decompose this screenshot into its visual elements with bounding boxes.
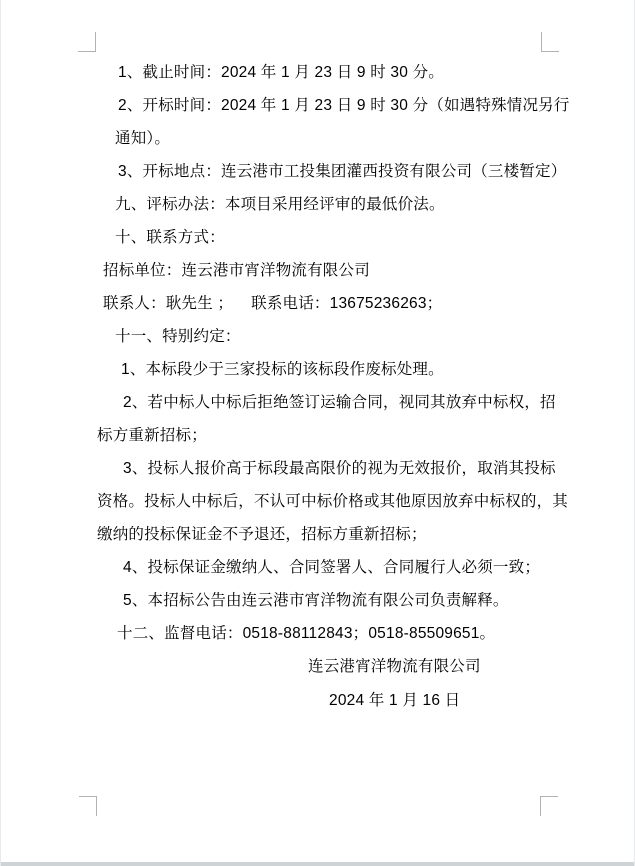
text-line: 5、本招标公告由连云港市宵洋物流有限公司负责解释。 (123, 592, 509, 609)
text-line: 1、截止时间：2024 年 1 月 23 日 9 时 30 分。 (118, 64, 444, 81)
text-line: 2、开标时间：2024 年 1 月 23 日 9 时 30 分（如遇特殊情况另行 (118, 97, 570, 114)
text-line: 招标单位：连云港市宵洋物流有限公司 (103, 262, 370, 279)
text-line: 十二、监督电话：0518-88112843；0518-85509651。 (117, 625, 496, 642)
text-line: 标方重新招标； (97, 427, 207, 444)
text-line: 十、联系方式： (115, 229, 225, 246)
margin-crop-mark-top-right-icon (541, 32, 559, 52)
text-line: 通知）。 (115, 130, 171, 147)
text-line: 4、投标保证金缴纳人、合同签署人、合同履行人必须一致； (123, 559, 541, 576)
margin-crop-mark-bottom-right-icon (540, 796, 558, 816)
text-line: 1、本标段少于三家投标的该标段作废标处理。 (121, 361, 444, 378)
text-line: 3、开标地点：连云港市工投集团灌西投资有限公司（三楼暂定） (118, 163, 567, 180)
margin-crop-mark-bottom-left-icon (79, 796, 97, 816)
page-bottom-edge (1, 862, 634, 866)
text-line: 2、若中标人中标后拒绝签订运输合同，视同其放弃中标权，招 (123, 394, 556, 411)
text-line: 九、评标办法：本项目采用经评审的最低价法。 (115, 196, 445, 213)
text-line: 缴纳的投标保证金不予退还，招标方重新招标； (97, 526, 427, 543)
text-line: 资格。投标人中标后，不认可中标价格或其他原因放弃中标权的，其 (97, 493, 569, 510)
margin-crop-mark-top-left-icon (78, 32, 96, 52)
text-line: 联系人：耿先生 ； 联系电话：13675236263； (103, 295, 443, 312)
text-line: 3、投标人报价高于标段最高限价的视为无效报价，取消其投标 (123, 460, 556, 477)
text-line: 连云港宵洋物流有限公司 (308, 658, 481, 675)
text-line: 2024 年 1 月 16 日 (329, 692, 461, 709)
text-line: 十一、特别约定： (115, 328, 241, 345)
